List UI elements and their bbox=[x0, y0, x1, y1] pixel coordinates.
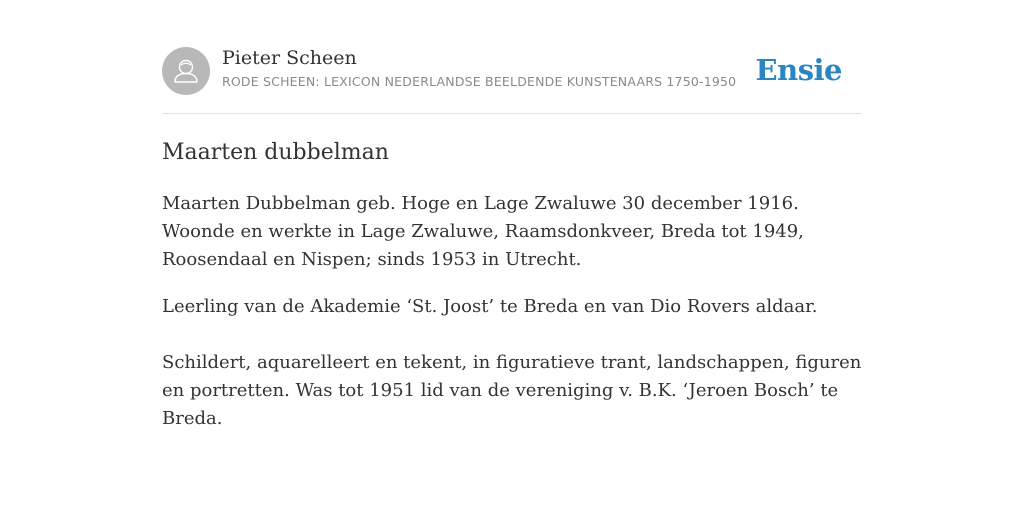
author-name[interactable]: Pieter Scheen bbox=[222, 47, 357, 69]
source-label[interactable]: RODE SCHEEN: LEXICON NEDERLANDSE BEELDENDE KUNSTENAARS 1750-1950 bbox=[222, 74, 737, 89]
article-paragraph: Schildert, aquarelleert en tekent, in figuratieve trant, landschappen, figuren en portretten. Was tot 1951 lid van de vereniging v. B.K. ‘Jeroen Bosch’ te Breda. bbox=[162, 352, 862, 429]
avatar[interactable] bbox=[162, 47, 210, 95]
brand-logo[interactable]: Ensie bbox=[755, 53, 842, 87]
author-header bbox=[162, 46, 862, 96]
page-title: Maarten dubbelman bbox=[162, 140, 389, 165]
article-paragraph: Leerling van de Akademie ‘St. Joost’ te Breda en van Dio Rovers aldaar. bbox=[162, 296, 818, 317]
article-paragraph: Maarten Dubbelman geb. Hoge en Lage Zwaluwe 30 december 1916. Woonde en werkte in Lage Zwaluwe, Raamsdonkveer, Breda tot 1949, Roosendaal en Nispen; sinds 1953 in Utrecht. bbox=[162, 193, 804, 270]
user-icon bbox=[162, 47, 210, 95]
header-divider bbox=[162, 113, 862, 114]
